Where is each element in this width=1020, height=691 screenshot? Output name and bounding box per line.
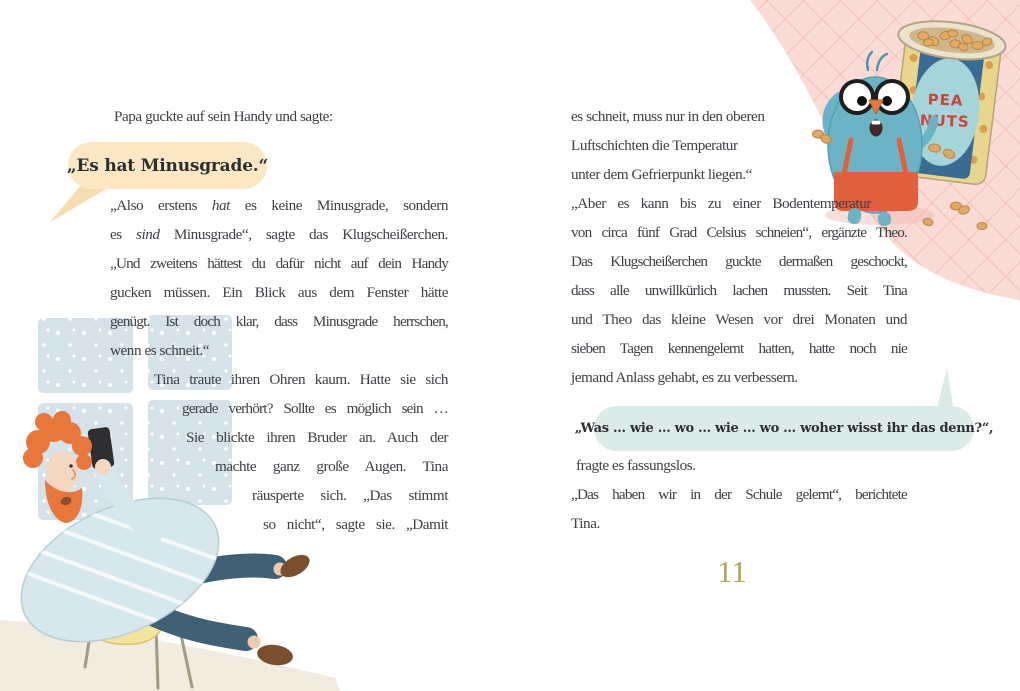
text-line: unter dem Gefrierpunkt liegen.“ bbox=[571, 166, 752, 183]
text-line: Luftschichten die Temperatur bbox=[571, 137, 738, 154]
text-line: jemand Anlass gehabt, es zu verbessern. bbox=[571, 369, 798, 386]
text-line bbox=[110, 191, 448, 220]
text-line: dass alle unwillkürlich lachen mussten. Seit Tina bbox=[571, 282, 907, 299]
text-line: gucken müssen. Ein Blick aus dem Fenster hätte bbox=[110, 284, 448, 301]
text-segment-italic: hat bbox=[211, 197, 230, 214]
klugscheisserchen-bubble-text: „Was … wie … wo … wie … wo … woher wisst ihr das denn?“, bbox=[574, 421, 994, 436]
page-number: 11 bbox=[717, 554, 747, 589]
text-line: genügt. Ist doch klar, dass Minusgrade herrschen, bbox=[110, 313, 448, 330]
text-line: räusperte sich. „Das stimmt bbox=[252, 487, 448, 504]
jar-label-line1: PEA bbox=[927, 90, 964, 110]
text-line: sieben Tagen kennengelernt hatten, hatte noch nie bbox=[571, 340, 907, 357]
text-line: fragte es fassungslos. bbox=[576, 457, 696, 474]
text-line: Tina traute ihren Ohren kaum. Hatte sie sich bbox=[154, 371, 448, 388]
text-segment: Minusgrade“, sagte das Klugscheißerchen. bbox=[173, 226, 448, 243]
jar-label-line2: NUTS bbox=[919, 111, 971, 131]
text-line: gerade verhört? Sollte es möglich sein … bbox=[182, 400, 448, 417]
hand bbox=[95, 459, 111, 475]
text-line: „Und zweitens hättest du dafür nicht auf dein Handy bbox=[110, 255, 448, 272]
bubble-spacer bbox=[110, 131, 448, 191]
text-segment: es keine Minusgrade, sondern bbox=[244, 197, 449, 214]
papa-bubble-text: „Es hat Minusgrade.“ bbox=[66, 155, 269, 176]
text-line: es schneit, muss nur in den oberen bbox=[571, 108, 765, 125]
left-text-column bbox=[110, 102, 448, 539]
text-line: so nicht“, sagte sie. „Damit bbox=[263, 516, 448, 533]
text-line: und Theo das kleine Wesen vor drei Monaten und bbox=[571, 311, 907, 328]
text-line bbox=[110, 220, 448, 249]
slipper bbox=[277, 550, 314, 582]
text-line: Papa guckte auf sein Handy und sagte: bbox=[114, 108, 333, 125]
text-segment: es bbox=[110, 226, 122, 243]
right-text-column bbox=[571, 102, 907, 538]
text-line: Tina. bbox=[571, 515, 600, 532]
bubble-spacer bbox=[571, 392, 907, 451]
text-line: von circa fünf Grad Celsius schneien“, ergänzte Theo. bbox=[571, 224, 907, 241]
text-line: wenn es schneit.“ bbox=[110, 342, 210, 359]
text-line: Das Klugscheißerchen guckte dermaßen geschockt, bbox=[571, 253, 907, 270]
text-line: machte ganz große Augen. Tina bbox=[215, 458, 448, 475]
eye bbox=[69, 464, 73, 468]
text-line: „Aber es kann bis zu einer Bodentemperatur bbox=[571, 195, 871, 212]
text-segment-italic: sind bbox=[136, 226, 160, 243]
text-segment: „Also erstens bbox=[110, 197, 198, 214]
text-line: Sie blickte ihren Bruder an. Auch der bbox=[186, 429, 448, 446]
text-line: „Das haben wir in der Schule gelernt“, berichtete bbox=[571, 486, 907, 503]
